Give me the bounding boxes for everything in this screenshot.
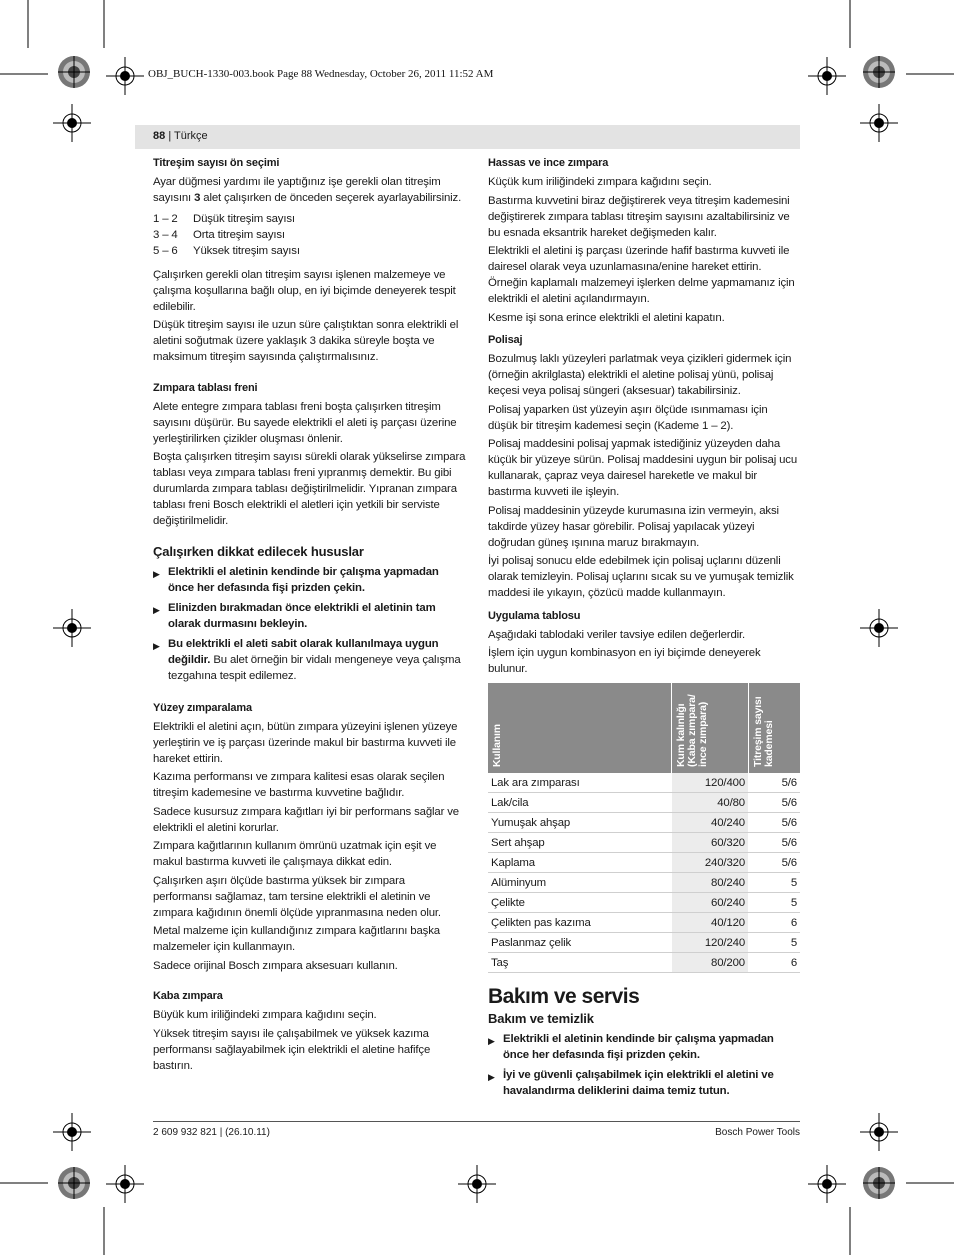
chapter-title: Bakım ve servis	[488, 985, 640, 1008]
paragraph: Çalışırken aşırı ölçüde bastırma yüksek bir zımpara performansı sağlamaz, tam tersine elektrikli el aletinin ve zımpara kağıdının önemli ölçüde yıpranmasına neden olur.	[153, 874, 441, 919]
paragraph: Kesme işi sona erince elektrikli el aletini kapatın.	[488, 311, 725, 324]
registration-target-icon	[106, 1165, 144, 1203]
registration-target-icon	[53, 104, 91, 142]
paragraph: Alete entegre zımpara tablası freni boşta çalışırken titreşim sayısını düşürür. Bu sayede elektrikli el aleti iş parçası üzerine yerleştirilirken çizikler oluşması önlenir.	[153, 400, 457, 445]
paragraph: Bastırma kuvvetini biraz değiştirerek veya titreşim kademesini değiştirerek zımpara tablası titreşim sayısını azaltabilirsiniz ve bu esnada eksantrik hareket değişmeden kalır.	[488, 194, 790, 239]
triangle-bullet-icon: ▶	[153, 640, 160, 651]
column-header: Titreşim sayısı kademesi	[748, 683, 800, 773]
paragraph: Ayar düğmesi yardımı ile yaptığınız işe gerekli olan titreşim sayısını 3 alet çalışırken de önceden seçerek ayarlayabilirsiniz.	[153, 176, 462, 204]
section-title: Yüzey zımparalama	[153, 701, 252, 714]
table-row: Çelikten pas kazıma 40/120 6	[488, 913, 800, 933]
level-row: 3 – 4 Orta titreşim sayısı	[153, 228, 285, 241]
paragraph: Sadece kusursuz zımpara kağıtları iyi bir performans sağlar ve elektrikli el aletini korurlar.	[153, 805, 459, 834]
section-title: Hassas ve ince zımpara	[488, 157, 609, 169]
paragraph: Küçük kum iriliğindeki zımpara kağıdını seçin.	[488, 176, 712, 188]
table-row: Taş 80/200 6	[488, 953, 800, 973]
paragraph: Boşta çalışırken titreşim sayısı sürekli olarak yükselirse zımpara tablası veya zımpara tablası freni yıpranmış demektir. Bu gibi durumlarda zımpara tablası değiştirilmelidir. Yıpranan zımpara tablası freni Bosch elektrikli el aletleri için yetkili bir serviste değiştirilmelidir.	[153, 451, 466, 527]
level-row: 1 – 2 Düşük titreşim sayısı	[153, 212, 295, 225]
section-heading: Çalışırken dikkat edilecek hususlar	[153, 543, 364, 559]
triangle-bullet-icon: ▶	[488, 1036, 495, 1046]
registration-target-icon	[53, 1113, 91, 1151]
section-title: Titreşim sayısı ön seçimi	[153, 157, 280, 169]
paragraph: Düşük titreşim sayısı ile uzun süre çalıştıktan sonra elektrikli el aletini soğutmak üzere yaklaşık 3 dakika süreyle boşta ve maksimum titreşim sayısında çalıştırmalısınız.	[153, 319, 459, 363]
table-row: Çelikte 60/240 5	[488, 893, 800, 913]
paragraph: Aşağıdaki tablodaki veriler tavsiye edilen değerlerdir.	[488, 628, 746, 641]
paragraph: Polisaj maddesini polisaj yapmak istediğiniz yüzeyden daha küçük bir yüzeye sürün. Polisaj maddesini uygun bir polisaj ucu kullanarak, çapraz veya dairesel hareketle ve makul bir bastırma kuvveti ile işleyin.	[488, 438, 798, 498]
page-header-bar	[135, 125, 800, 149]
footer-doc-number: 2 609 932 821 | (26.10.11)	[153, 1127, 270, 1138]
paragraph: Elektrikli el aletini iş parçası üzerinde hafif bastırma kuvveti ile dairesel olarak veya uzunlamasına/enine hareket ettirin. Örneğin kaplamalı malzemeyi işlerken delme yapmamanız için elektrikli el aletini açılandırmayın.	[488, 245, 795, 305]
table-row: Kaplama 240/320 5/6	[488, 853, 800, 873]
section-title: Polisaj	[488, 334, 523, 346]
paragraph: İyi polisaj sonucu elde edebilmek için polisaj uçlarını düzenli olarak temizleyin. Polisaj uçlarını sıcak su ve yumuşak temizlik maddesi ile yıkayın, çözücü madde kullanmayın.	[488, 555, 794, 599]
paragraph: Elektrikli el aletini açın, bütün zımpara yüzeyini işlenen yüzeye yerleştirin ve iş parçası üzerinde makul bir bastırma kuvveti ile hareket ettirin.	[153, 720, 458, 765]
table-row: Lak/cila 40/80 5/6	[488, 793, 800, 813]
page-number: 88	[153, 130, 166, 142]
right-column	[488, 155, 800, 1103]
registration-target-icon	[860, 104, 898, 142]
color-wheel-icon	[862, 55, 896, 89]
column-header: Kullanım	[488, 683, 672, 773]
paragraph: Polisaj yaparken üst yüzeyin aşırı ölçüde ısınmaması için düşük bir titreşim kademesi seçin (Kademe 1 – 2).	[488, 403, 768, 432]
table-row: Yumuşak ahşap 40/240 5/6	[488, 813, 800, 833]
print-file-header: OBJ_BUCH-1330-003.book Page 88 Wednesday, October 26, 2011 11:52 AM	[148, 68, 494, 80]
application-table	[488, 683, 800, 973]
section-heading: Bakım ve temizlik	[488, 1011, 594, 1026]
warning-bullet: ▶ Elektrikli el aletinin kendinde bir çalışma yapmadan önce her defasında fişi prizden çekin.	[153, 565, 439, 594]
registration-target-icon	[808, 1165, 846, 1203]
section-title: Kaba zımpara	[153, 990, 223, 1002]
triangle-bullet-icon: ▶	[153, 568, 160, 579]
warning-bullet: ▶ Bu elektrikli el aleti sabit olarak kullanılmaya uygun değildir. Bu alet örneğin bir vidalı mengeneye veya çalışma tezgahına tespit edilemez.	[153, 637, 461, 682]
warning-bullet: ▶ Elinizden bırakmadan önce elektrikli el aletinin tam olarak durmasını bekleyin.	[153, 601, 436, 630]
paragraph: Büyük kum iriliğindeki zımpara kağıdını seçin.	[153, 1009, 377, 1021]
table-row: Sert ahşap 60/320 5/6	[488, 833, 800, 853]
paragraph: İşlem için uygun kombinasyon en iyi biçimde deneyerek bulunur.	[488, 647, 761, 675]
section-title: Uygulama tablosu	[488, 609, 581, 622]
table-header-row	[488, 683, 800, 773]
table-row: Alüminyum 80/240 5	[488, 873, 800, 893]
paragraph: Çalışırken gerekli olan titreşim sayısı işlenen malzemeye ve çalışma koşullarına bağlı olup, en iyi biçimde deneyerek tespit edilebilir.	[153, 268, 456, 313]
paragraph: Sadece orijinal Bosch zımpara aksesuarı kullanın.	[153, 959, 398, 972]
paragraph: Zımpara kağıtlarının kullanım ömrünü uzatmak için eşit ve makul bastırma kuvveti ile çalışmaya dikkat edin.	[153, 840, 437, 868]
page-separator: |	[168, 130, 172, 142]
column-header: Kum kalınlığı (Kaba zımpara/ ince zımpara)	[672, 683, 749, 773]
registration-target-icon	[106, 57, 144, 95]
warning-bullet: ▶ İyi ve güvenli çalışabilmek için elektrikli el aletini ve havalandırma deliklerini daima temiz tutun.	[488, 1069, 774, 1097]
paragraph: Kazıma performansı ve zımpara kalitesi esas olarak seçilen titreşim kademesine ve bastırma kuvvetine bağlıdır.	[153, 771, 445, 799]
registration-target-icon	[53, 609, 91, 647]
registration-target-icon	[808, 57, 846, 95]
left-column	[153, 155, 466, 1076]
registration-target-icon	[458, 1165, 496, 1203]
table-row: Lak ara zımparası 120/400 5/6	[488, 773, 800, 793]
color-wheel-icon	[57, 55, 91, 89]
paragraph: Bozulmuş laklı yüzeyleri parlatmak veya çizikleri gidermek için (örneğin akrilglasta) elektrikli el aletine polisaj yünü, polisaj keçesi veya polisaj süngeri (aksesuar) takabilirsiniz.	[488, 353, 792, 397]
warning-bullet: ▶ Elektrikli el aletinin kendinde bir çalışma yapmadan önce her defasında fişi prizden çekin.	[488, 1033, 774, 1061]
paragraph: Yüksek titreşim sayısı ile çalışabilmek ve yüksek kazıma performansı sağlayabilmek için elektrikli el aletine hafifçe bastırın.	[153, 1027, 431, 1072]
language-label: Türkçe	[174, 130, 208, 142]
registration-target-icon	[860, 1113, 898, 1151]
footer-rule	[153, 1121, 800, 1122]
paragraph: Metal malzeme için kullandığınız zımpara kağıtlarını başka malzemeler için kullanmayın.	[153, 925, 440, 953]
triangle-bullet-icon: ▶	[153, 604, 160, 615]
paragraph: Polisaj maddesinin yüzeyde kurumasına izin vermeyin, aksi takdirde yüzey hasar görebilir. Polisaj yapılacak yüzeyi doğrudan güneş ışınına maruz bırakmayın.	[488, 504, 779, 549]
level-row: 5 – 6 Yüksek titreşim sayısı	[153, 244, 300, 257]
footer-brand: Bosch Power Tools	[715, 1127, 800, 1138]
section-title: Zımpara tablası freni	[153, 381, 258, 394]
color-wheel-icon	[862, 1166, 896, 1200]
triangle-bullet-icon: ▶	[488, 1072, 495, 1082]
color-wheel-icon	[57, 1166, 91, 1200]
table-row: Paslanmaz çelik 120/240 5	[488, 933, 800, 953]
registration-target-icon	[860, 609, 898, 647]
